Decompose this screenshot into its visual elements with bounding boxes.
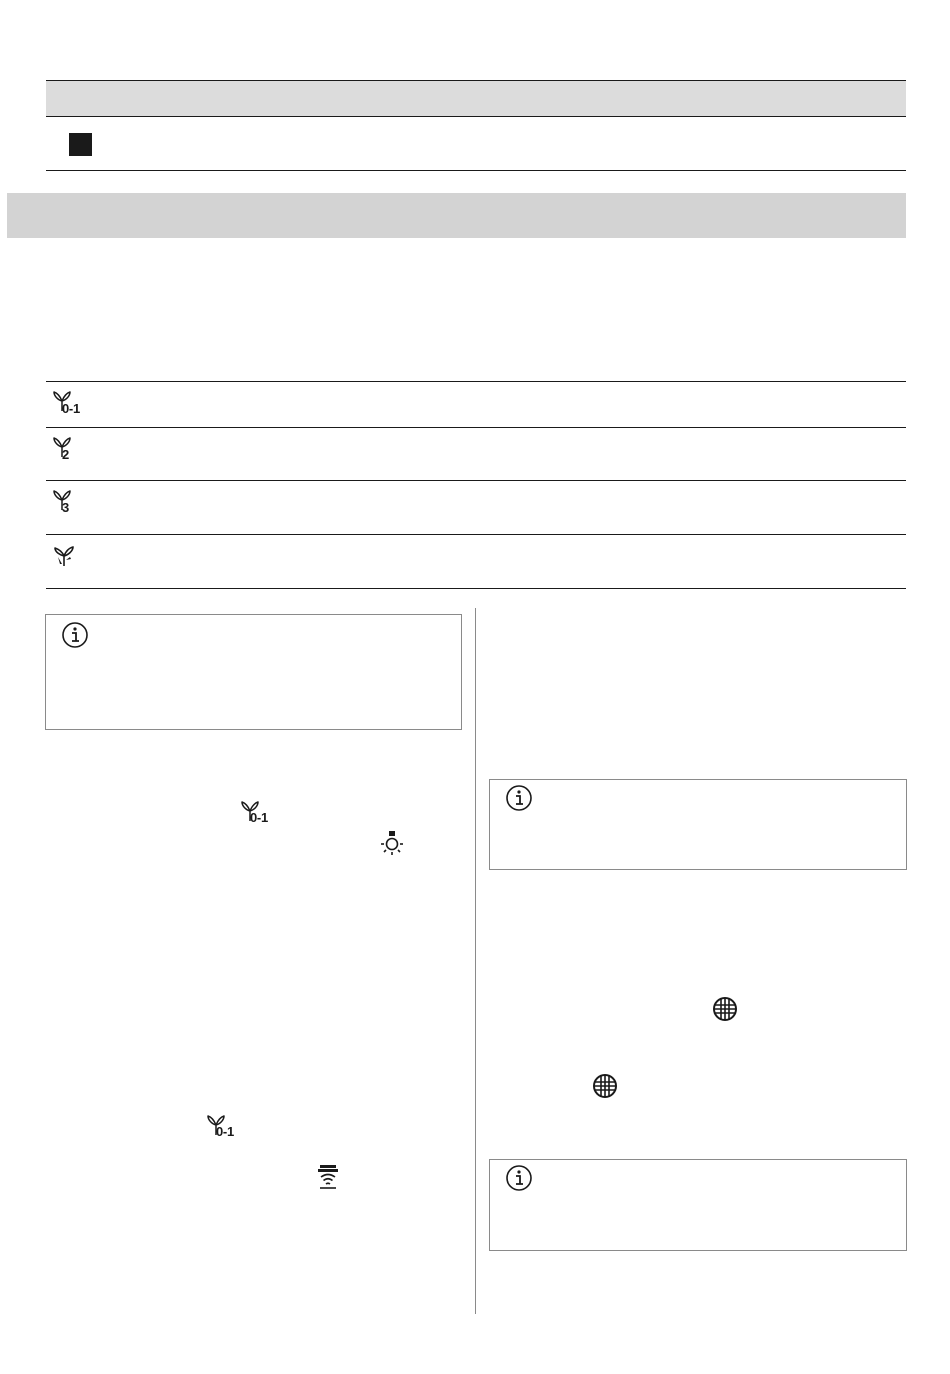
fan-speed-label: 0-1 — [216, 1124, 234, 1139]
fan-table-row — [46, 481, 906, 535]
fan-speed-label: 0-1 — [62, 401, 80, 416]
fan-speed-label: 3 — [62, 500, 69, 515]
top-table-row — [46, 116, 906, 171]
section-heading-band — [7, 193, 906, 238]
top-table-header — [46, 80, 906, 117]
info-icon — [505, 1164, 533, 1197]
info-icon — [61, 621, 89, 654]
fan-table-row — [46, 535, 906, 589]
info-note-box — [45, 614, 462, 730]
info-note-box — [489, 1159, 907, 1251]
fan-speed-label: 2 — [62, 447, 69, 462]
fan-boost-icon — [52, 544, 76, 568]
info-note-box — [489, 779, 907, 870]
hob2hood-icon — [316, 1164, 340, 1195]
grease-filter-icon — [592, 1073, 618, 1104]
grease-filter-icon — [712, 996, 738, 1027]
fan-table-row — [46, 428, 906, 481]
black-square-symbol — [69, 133, 92, 156]
column-divider — [475, 608, 476, 1314]
fan-table-row — [46, 382, 906, 428]
info-icon — [505, 784, 533, 817]
fan-speed-label: 0-1 — [250, 810, 268, 825]
light-icon — [378, 830, 406, 865]
